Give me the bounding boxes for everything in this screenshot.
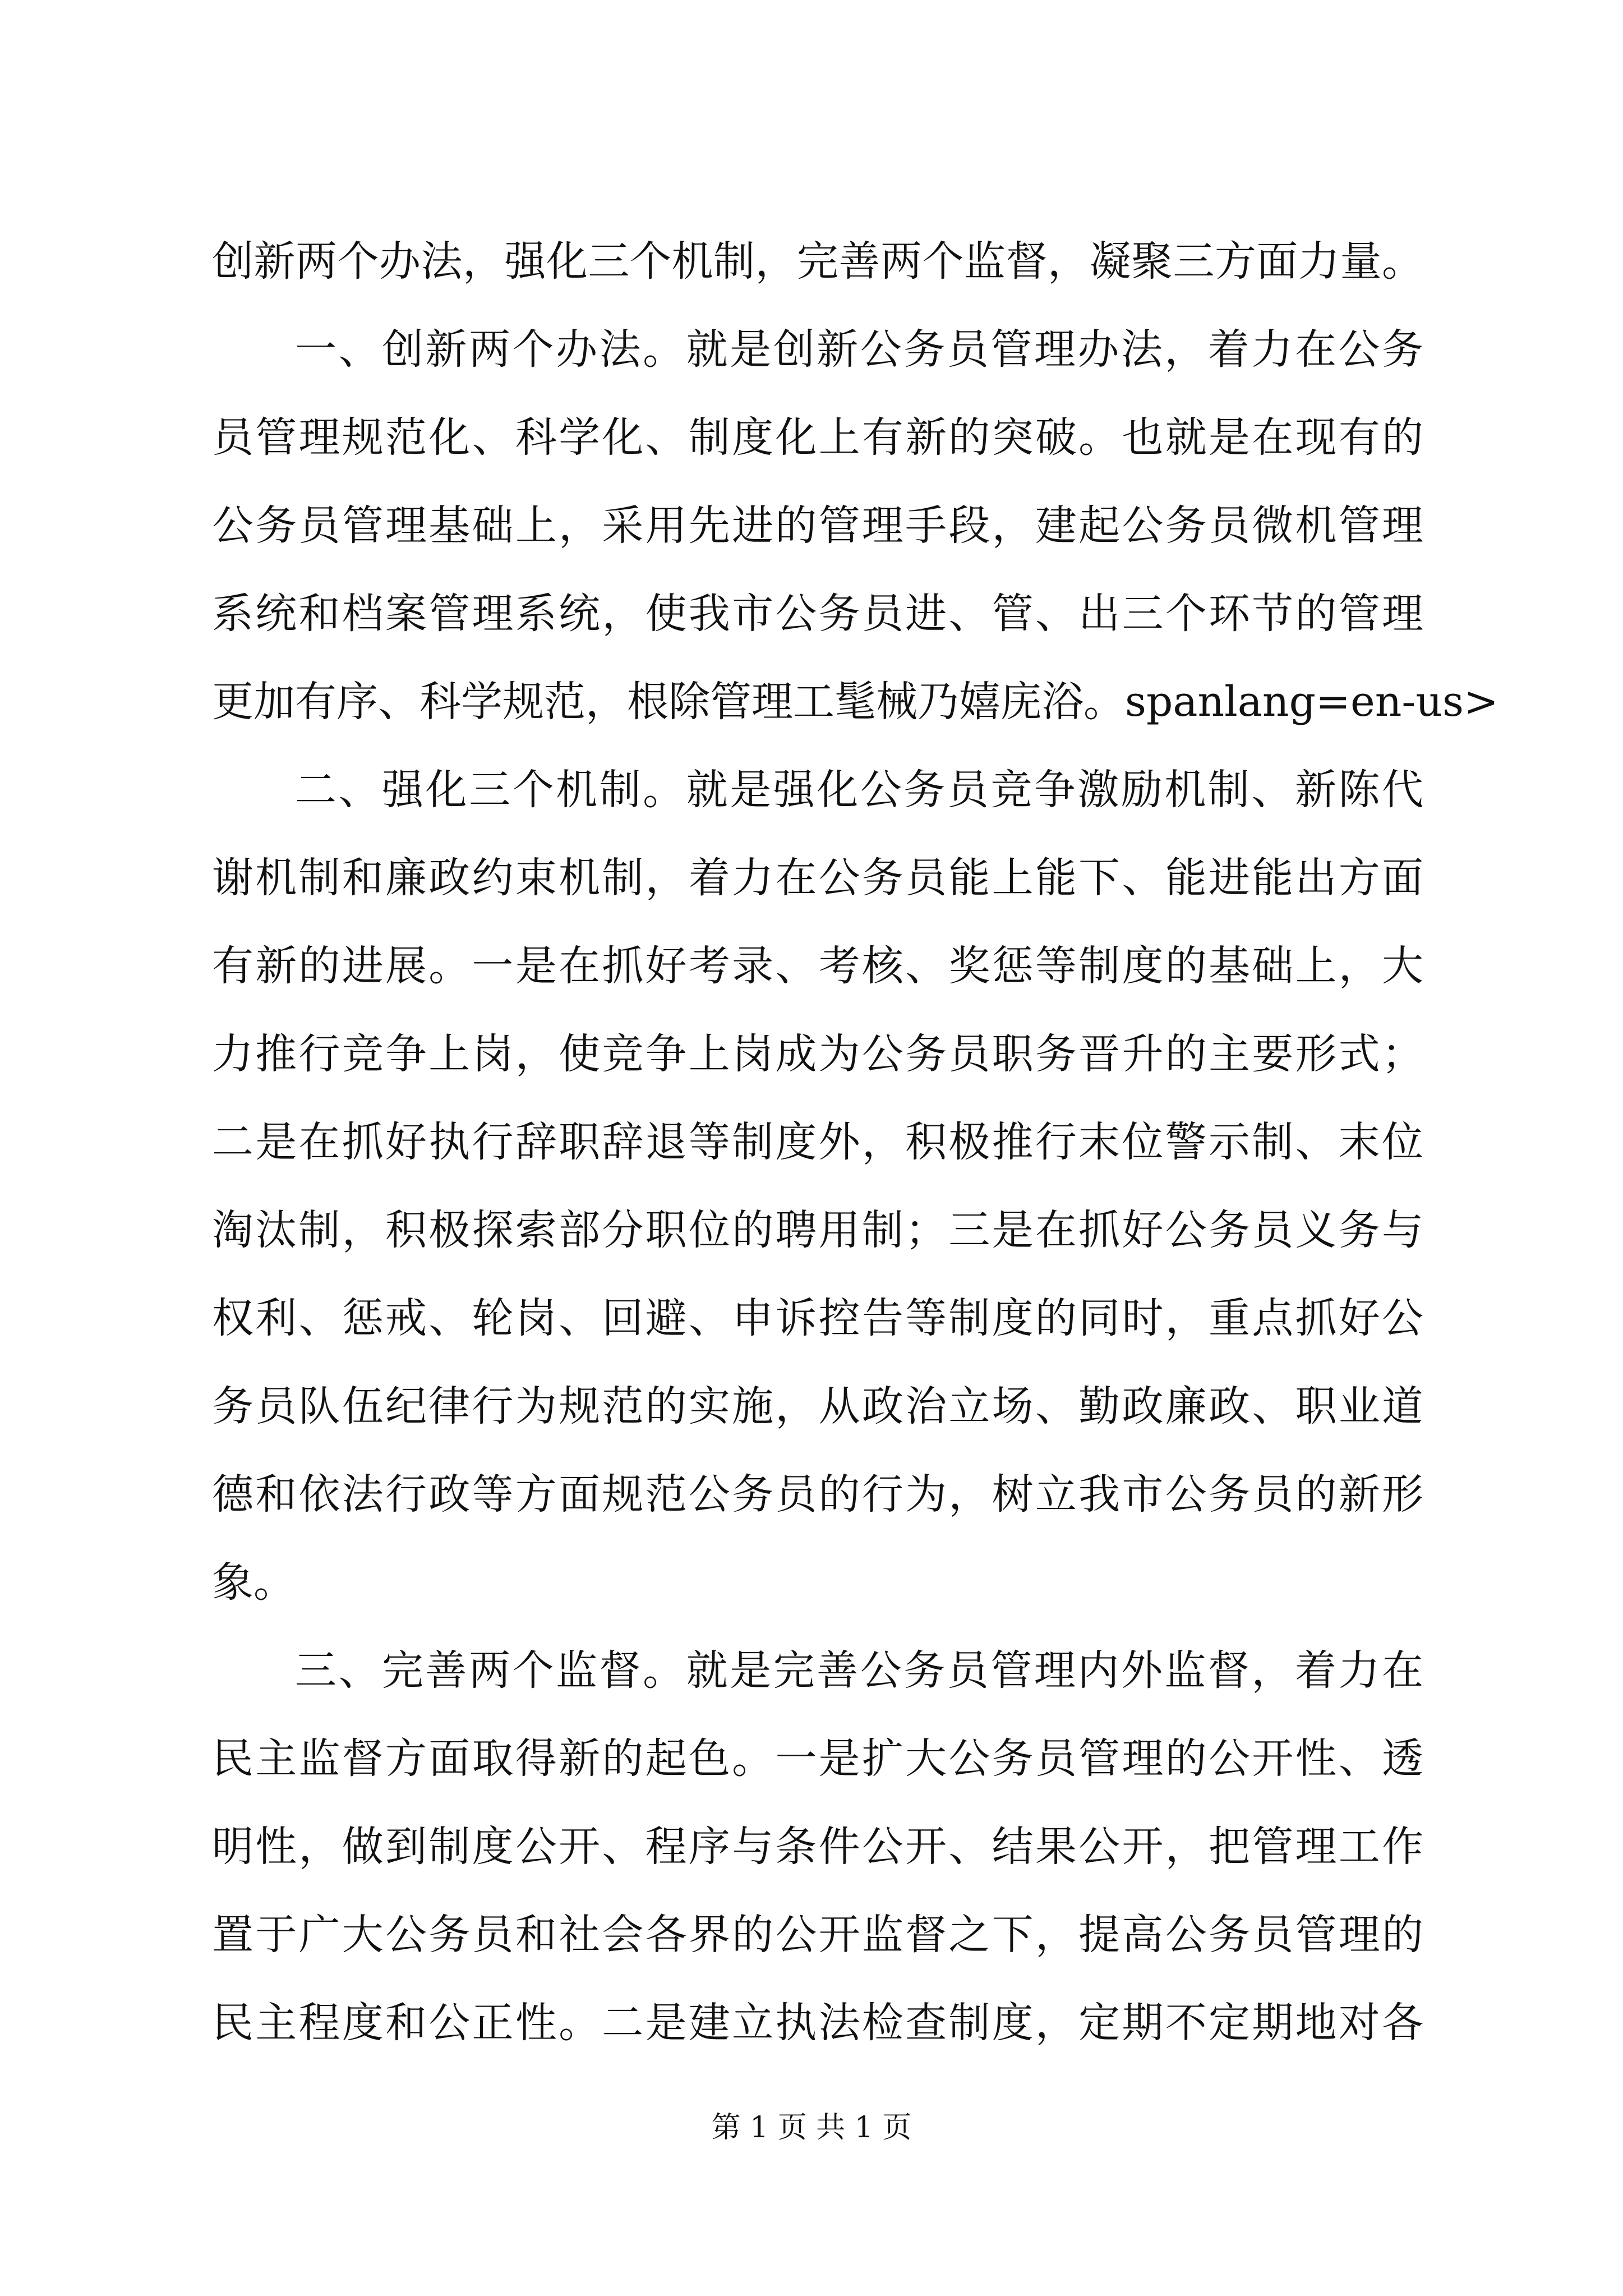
text-line: 二是在抓好执行辞职辞退等制度外，积极推行末位警示制、末位 [212, 1118, 1423, 1166]
text-line: 谢机制和廉政约束机制，着力在公务员能上能下、能进能出方面 [212, 854, 1423, 902]
text-line: 力推行竞争上岗，使竞争上岗成为公务员职务晋升的主要形式； [212, 1030, 1423, 1078]
text-line: 创新两个办法，强化三个机制，完善两个监督，凝聚三方面力量。 [212, 237, 1423, 286]
document-body [212, 218, 1499, 2067]
text-line: 有新的进展。一是在抓好考录、考核、奖惩等制度的基础上，大 [212, 942, 1423, 990]
text-line: 置于广大公务员和社会各界的公开监督之下，提高公务员管理的 [212, 1911, 1423, 1959]
text-line: 务员队伍纪律行为规范的实施，从政治立场、勤政廉政、职业道 [212, 1382, 1423, 1430]
text-line: 更加有序、科学规范，根除管理工髦械乃嬉庑浴。spanlang=en-us> [212, 678, 1499, 726]
text-line: 明性，做到制度公开、程序与条件公开、结果公开，把管理工作 [212, 1823, 1423, 1871]
page-number-footer: 第 1 页 共 1 页 [711, 2111, 912, 2145]
text-line: 权利、惩戒、轮岗、回避、申诉控告等制度的同时，重点抓好公 [212, 1294, 1423, 1342]
text-line: 公务员管理基础上，采用先进的管理手段，建起公务员微机管理 [212, 501, 1423, 550]
text-line: 德和依法行政等方面规范公务员的行为，树立我市公务员的新形 [212, 1470, 1423, 1519]
section-heading-line: 一、创新两个办法。就是创新公务员管理办法，着力在公务 [295, 325, 1423, 374]
section-heading-line: 二、强化三个机制。就是强化公务员竞争激励机制、新陈代 [295, 766, 1423, 814]
text-line: 淘汰制，积极探索部分职位的聘用制；三是在抓好公务员义务与 [212, 1206, 1423, 1254]
text-line: 象。 [212, 1558, 295, 1607]
text-line: 民主程度和公正性。二是建立执法检查制度，定期不定期地对各 [212, 1999, 1423, 2047]
section-heading-line: 三、完善两个监督。就是完善公务员管理内外监督，着力在 [295, 1646, 1423, 1695]
text-line: 员管理规范化、科学化、制度化上有新的突破。也就是在现有的 [212, 413, 1423, 462]
text-line: 系统和档案管理系统，使我市公务员进、管、出三个环节的管理 [212, 590, 1423, 638]
text-line: 民主监督方面取得新的起色。一是扩大公务员管理的公开性、透 [212, 1734, 1423, 1783]
